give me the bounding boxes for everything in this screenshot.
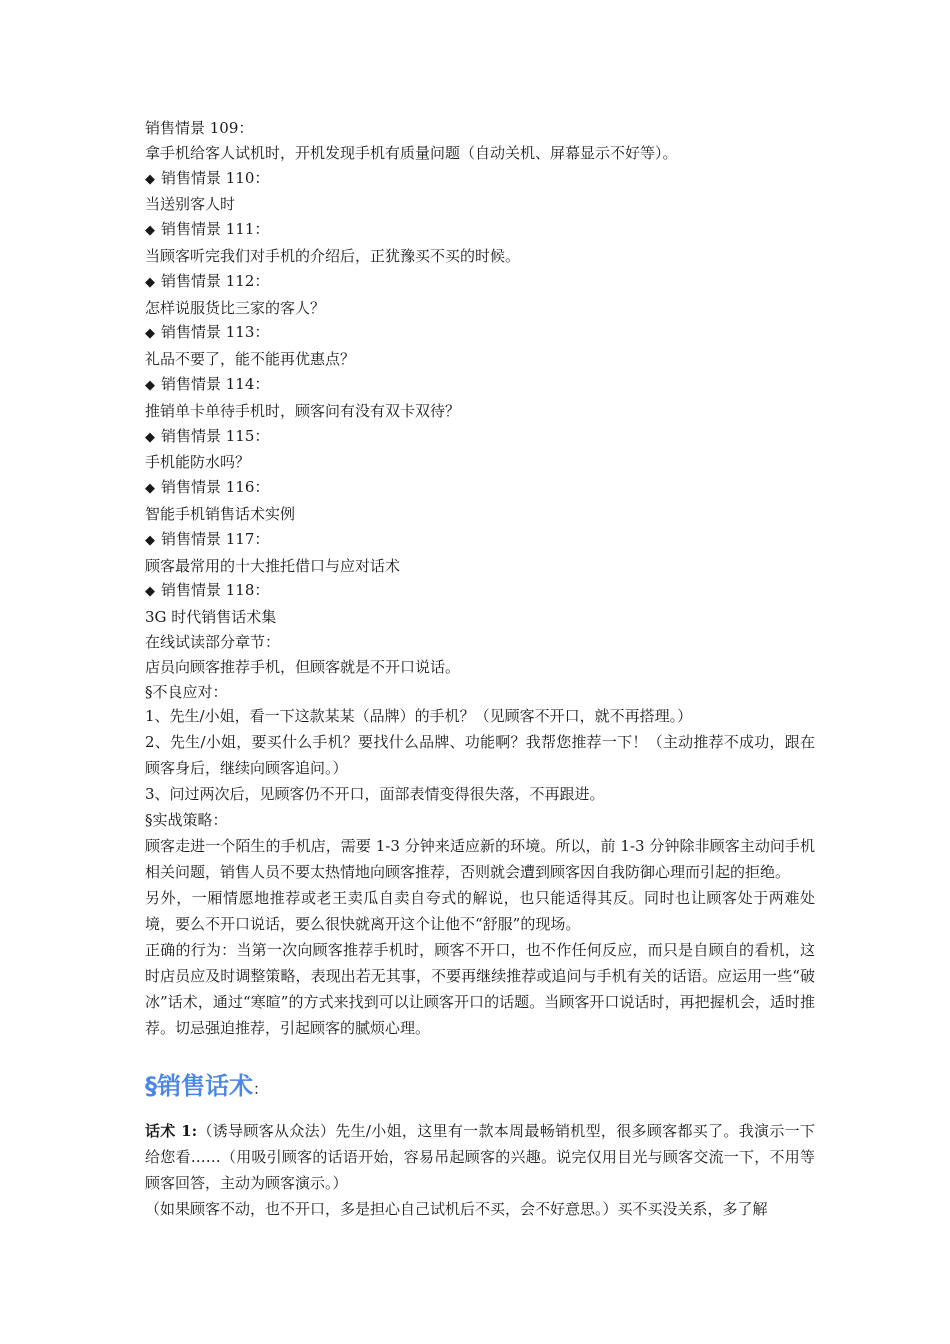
- text-line: [145, 554, 815, 579]
- text-line: [145, 347, 815, 372]
- section-heading: [145, 1071, 815, 1104]
- body-paragraph: 另外，一厢情愿地推荐或老王卖瓜自卖自夸式的解说，也只能适得其反。同时也让顾客处于两难处境，要么不开口说话，要么很快就离开这个让他不“舒服”的现场。: [145, 889, 815, 934]
- text-line: [145, 655, 815, 680]
- text-line: [145, 680, 815, 705]
- scenario-heading-line: [145, 578, 815, 605]
- line-text: 店员向顾客推荐手机，但顾客就是不开口说话。: [145, 657, 461, 676]
- text-line: [145, 605, 815, 630]
- line-text: §不良应对：: [145, 682, 228, 701]
- line-text: 智能手机销售话术实例: [145, 504, 296, 523]
- script-label: 话术 1:: [145, 1122, 198, 1141]
- section-heading-suffix: ：: [253, 1080, 269, 1099]
- black-diamond-icon: ◆: [145, 274, 155, 290]
- text-line: [145, 244, 815, 269]
- body-paragraph: 2、先生/小姐，要买什么手机？要找什么品牌、功能啊？我帮您推荐一下！（主动推荐不成功，跟在顾客身后，继续向顾客追问。）: [145, 733, 815, 778]
- text-line: [145, 116, 815, 141]
- scenario-list: [145, 116, 815, 729]
- line-text: 销售情景 114：: [161, 374, 270, 393]
- body-paragraph: 正确的行为：当第一次向顾客推荐手机时，顾客不开口，也不作任何反应，而只是自顾自的看机，这时店员应及时调整策略，表现出若无其事，不要再继续推荐或追问与手机有关的话语。应运用一些“破冰”话术，通过“寒暄”的方式来找到可以让顾客开口的话题。当顾客开口说话时，再把握机会，适时推荐。切忌强迫推荐，引起顾客的腻烦心理。: [145, 941, 815, 1038]
- black-diamond-icon: ◆: [145, 171, 155, 187]
- line-text: 销售情景 115：: [161, 426, 270, 445]
- text-line: [145, 704, 815, 729]
- scenario-heading-line: [145, 475, 815, 502]
- text-line: [145, 630, 815, 655]
- line-text: 销售情景 110：: [161, 168, 270, 187]
- text-line: [145, 192, 815, 217]
- body-paragraph: 顾客走进一个陌生的手机店，需要 1-3 分钟来适应新的环境。所以，前 1-3 分钟除非顾客主动问手机相关问题，销售人员不要太热情地向顾客推荐，否则就会遭到顾客因自我防御心理而引起的拒绝。: [145, 837, 815, 882]
- line-text: 顾客最常用的十大推托借口与应对话术: [145, 556, 401, 575]
- line-text: 销售情景 109：: [145, 119, 254, 137]
- line-text: 销售情景 111：: [161, 220, 270, 239]
- line-text: 拿手机给客人试机时，开机发现手机有质量问题（自动关机、屏幕显示不好等）。: [145, 143, 678, 162]
- line-text: 销售情景 117：: [161, 529, 270, 548]
- line-text: 怎样说服货比三家的客人？: [145, 298, 326, 317]
- black-diamond-icon: ◆: [145, 326, 155, 342]
- line-text: 销售情景 116：: [161, 478, 270, 497]
- script-followup: （如果顾客不动，也不开口，多是担心自己试机后不买，会不好意思。）买不买没关系，多了解: [145, 1200, 768, 1219]
- black-diamond-icon: ◆: [145, 481, 155, 497]
- line-text: 在线试读部分章节：: [145, 632, 281, 651]
- text-line: [145, 296, 815, 321]
- line-text: 当顾客听完我们对手机的介绍后，正犹豫买不买的时候。: [145, 246, 521, 265]
- line-text: 当送别客人时: [145, 195, 236, 214]
- scenario-heading-line: [145, 269, 815, 296]
- body-paragraph: 3、问过两次后，见顾客仍不开口，面部表情变得很失落，不再跟进。: [145, 785, 605, 804]
- document-page: [145, 116, 815, 1222]
- line-text: 销售情景 113：: [161, 323, 270, 342]
- line-text: 推销单卡单待手机时，顾客问有没有双卡双待？: [145, 401, 461, 420]
- line-text: 手机能防水吗？: [145, 453, 251, 472]
- body-paragraphs: [145, 729, 815, 1041]
- line-text: 1、先生/小姐，看一下这款某某（品牌）的手机？（见顾客不开口，就不再搭理。）: [145, 707, 693, 726]
- black-diamond-icon: ◆: [145, 223, 155, 239]
- scenario-heading-line: [145, 217, 815, 244]
- scenario-heading-line: [145, 527, 815, 554]
- line-text: 礼品不要了，能不能再优惠点？: [145, 350, 356, 369]
- black-diamond-icon: ◆: [145, 532, 155, 548]
- scenario-heading-line: [145, 166, 815, 193]
- scenario-heading-line: [145, 372, 815, 399]
- text-line: [145, 502, 815, 527]
- line-text: 销售情景 118：: [161, 581, 270, 600]
- line-text: 3G 时代销售话术集: [145, 608, 277, 627]
- section-heading-title: §销售话术: [145, 1072, 253, 1101]
- script-paragraph: [145, 1118, 815, 1196]
- script-text: （诱导顾客从众法）先生/小姐，这里有一款本周最畅销机型，很多顾客都买了。我演示一下给您看……（用吸引顾客的话语开始，容易吊起顾客的兴趣。说完仅用目光与顾客交流一下，不用等顾客回答，主动为顾客演示。）: [145, 1122, 815, 1193]
- text-line: [145, 399, 815, 424]
- text-line: [145, 450, 815, 475]
- black-diamond-icon: ◆: [145, 584, 155, 600]
- body-paragraph: §实战策略：: [145, 811, 228, 830]
- black-diamond-icon: ◆: [145, 377, 155, 393]
- line-text: 销售情景 112：: [161, 271, 270, 290]
- scenario-heading-line: [145, 320, 815, 347]
- scenario-heading-line: [145, 424, 815, 451]
- black-diamond-icon: ◆: [145, 429, 155, 445]
- text-line: [145, 141, 815, 166]
